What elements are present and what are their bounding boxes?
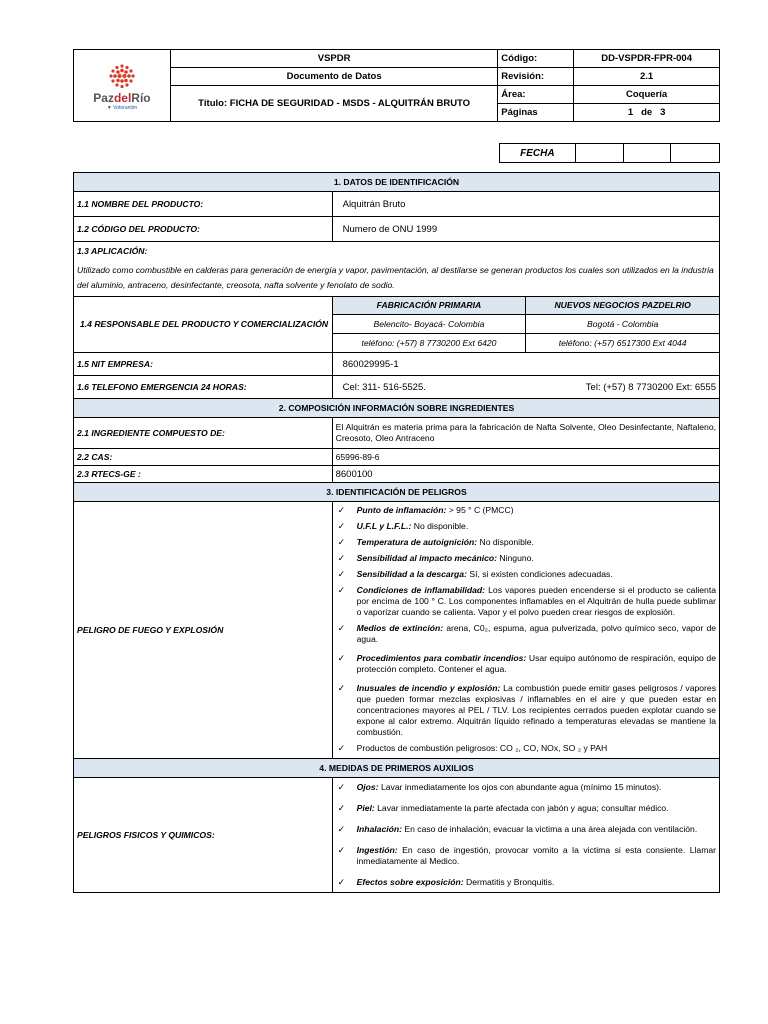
nit-label: 1.5 NIT EMPRESA: — [74, 353, 333, 376]
nuevos-negocios-header: NUEVOS NEGOCIOS PAZDELRIO — [526, 297, 720, 315]
fecha-day — [575, 144, 623, 163]
fuego-explosion-list-cell — [332, 502, 719, 759]
fecha-year — [671, 144, 720, 163]
page-of: de — [641, 107, 653, 118]
aid-item-text: Dermatitis y Bronquitis. — [463, 877, 555, 887]
checkmark-icon: ✓ — [337, 803, 346, 813]
aid-item-title: Piel: — [356, 803, 375, 813]
logo-del: del — [113, 90, 132, 105]
hazard-item-text: No disponible. — [477, 537, 534, 547]
codigo-producto-value: Numero de ONU 1999 — [332, 217, 719, 242]
hazard-item — [333, 503, 716, 519]
hazard-item-title: Punto de inflamación: — [356, 505, 447, 515]
section-1-title: 1. DATOS DE IDENTIFICACIÓN — [74, 173, 720, 192]
hazard-item — [333, 567, 716, 583]
codigo-value: DD-VSPDR-FPR-004 — [574, 50, 720, 68]
rtecs-value: 8600100 — [332, 466, 719, 483]
aid-item — [333, 875, 716, 890]
aplicacion-cell — [74, 242, 720, 297]
hazard-item-text: Los vapores pueden encenderse si el producto se calienta por encima de 100 ° C. Los componentes inflamables en el Alquitrán de hulla puede sublimar o vaporizar cuando se calienta. Vapor y el polvo pueden crear riesgos de explosión. — [356, 585, 716, 617]
hazard-item-title: Sensibilidad al impacto mecánico: — [356, 553, 498, 563]
hazard-item-text: Ninguno. — [497, 553, 534, 563]
hazard-item — [333, 535, 716, 551]
org-name: VSPDR — [170, 50, 497, 68]
checkmark-icon: ✓ — [337, 505, 346, 515]
ingrediente-value: El Alquitrán es materia prima para la fabricación de Nafta Solvente, Oleo Desinfectante, Naftaleno, Creosoto, Oleo Antraceno — [332, 418, 719, 449]
fabricacion-location: Belencito- Boyacá- Colombia — [332, 315, 526, 334]
aid-item-text: Lavar inmediatamente la parte afectada con jabón y agua; consultar médico. — [374, 803, 669, 813]
nuevos-negocios-phone: teléfono: (+57) 6517300 Ext 4044 — [526, 334, 720, 353]
fabricacion-header: FABRICACIÓN PRIMARIA — [332, 297, 526, 315]
checkmark-icon: ✓ — [337, 537, 346, 547]
logo-rio: Río — [131, 90, 151, 105]
aid-item-text: Lavar inmediatamente los ojos con abundante agua (mínimo 15 minutos). — [378, 782, 662, 792]
aid-item-text: En caso de inhalación, evacuar la victima a una área alejada con ventilación. — [401, 824, 698, 834]
checkmark-icon: ✓ — [337, 521, 346, 531]
section-2-title: 2. COMPOSICIÓN INFORMACIÓN SOBRE INGREDIENTES — [74, 399, 720, 418]
hazard-item — [333, 519, 716, 535]
msds-body — [73, 172, 720, 893]
hazard-item — [333, 621, 716, 651]
emergencia-tel: Tel: (+57) 8 7730200 Ext: 6555 — [585, 381, 716, 393]
hazard-item-title: Medios de extinción: — [356, 623, 444, 633]
hazard-item-text: No disponible. — [411, 521, 469, 531]
aid-item — [333, 780, 716, 801]
aplicacion-text: Utilizado como combustible en calderas para generación de energía y vapor, pavimentación, al destilarse se generan productos los cuales son utilizados en la industria del aluminio, antraceno, desinfectante, creosota, nafta solvente y fenolato de sodio. — [77, 265, 714, 290]
responsable-label: 1.4 RESPONSABLE DEL PRODUCTO Y COMERCIALIZACIÓN — [74, 297, 333, 353]
checkmark-icon: ✓ — [337, 782, 346, 792]
primeros-auxilios-list — [333, 780, 716, 890]
primeros-auxilios-list-cell — [332, 778, 719, 893]
section-4-title: 4. MEDIDAS DE PRIMEROS AUXILIOS — [74, 759, 720, 778]
hazard-item-title: Temperatura de autoignición: — [356, 537, 478, 547]
logo-dots-icon — [108, 63, 136, 91]
logo-sub-text: Votorantim — [113, 104, 138, 111]
company-logo — [74, 50, 171, 122]
hazard-item-title: Procedimientos para combatir incendios: — [356, 653, 527, 663]
checkmark-icon: ✓ — [337, 683, 346, 693]
area-value: Coquería — [574, 86, 720, 104]
checkmark-icon: ✓ — [337, 585, 346, 595]
hazard-item-text: Usar equipo autónomo de respiración, equipo de protección completo. Contener el agua. — [356, 653, 716, 674]
checkmark-icon: ✓ — [337, 569, 346, 579]
hazard-item-title: Inusuales de incendio y explosión: — [356, 683, 501, 693]
hazard-item — [333, 681, 716, 741]
hazard-item — [333, 583, 716, 621]
page-total: 3 — [660, 107, 666, 118]
aid-item-title: Efectos sobre exposición: — [356, 877, 464, 887]
paginas-label: Páginas — [498, 104, 574, 122]
fecha-label: FECHA — [500, 144, 576, 163]
page-number: 1 — [627, 107, 634, 118]
checkmark-icon: ✓ — [337, 877, 346, 887]
aid-item-title: Ojos: — [356, 782, 379, 792]
aid-item — [333, 801, 716, 822]
logo-subtitle: ▼ Votorantim — [106, 104, 138, 111]
aid-item-title: Ingestión: — [356, 845, 398, 855]
hazard-item-text: arena, C0₂, espuma, agua pulverizada, polvo químico seco, vapor de agua. — [356, 623, 716, 644]
hazard-item-text: Sí, si existen condiciones adecuadas. — [466, 569, 613, 579]
cas-label: 2.2 CAS: — [74, 449, 333, 466]
aid-item — [333, 822, 716, 843]
nombre-label: 1.1 NOMBRE DEL PRODUCTO: — [74, 192, 333, 217]
hazard-item-title: U.F.L y L.F.L.: — [356, 521, 412, 531]
checkmark-icon: ✓ — [337, 743, 346, 753]
paginas-value — [574, 104, 720, 122]
checkmark-icon: ✓ — [337, 553, 346, 563]
cas-value: 65996-89-6 — [332, 449, 719, 466]
fecha-month — [623, 144, 671, 163]
hazard-item-text: Productos de combustión peligrosos: CO ₂, CO, NOx, SO ₂ y PAH — [356, 743, 608, 753]
checkmark-icon: ✓ — [337, 653, 346, 663]
codigo-label: Código: — [498, 50, 574, 68]
rtecs-label: 2.3 RTECS-GE : — [74, 466, 333, 483]
emergencia-values — [332, 376, 719, 399]
checkmark-icon: ✓ — [337, 623, 346, 633]
aid-item-title: Inhalación: — [356, 824, 402, 834]
checkmark-icon: ✓ — [337, 824, 346, 834]
hazard-item-text: > 95 ° C (PMCC) — [446, 505, 514, 515]
checkmark-icon: ✓ — [337, 845, 346, 855]
hazard-item-text: La combustión puede emitir gases peligrosos / vapores que pueden formar mezclas explosivas / inflamables en el aire y que pueden estar en concentraciones mayores al PEL / TLV. Los recipientes cerrados pueden explotar cuando se expone al calor extremo. Alquitrán líquido refinado a temperaturas elevadas se mantiene la combustión. — [356, 683, 716, 737]
document-header — [73, 49, 720, 122]
revision-label: Revisión: — [498, 68, 574, 86]
hazard-item — [333, 651, 716, 681]
emergencia-cel: Cel: 311- 516-5525. — [342, 381, 426, 393]
primeros-auxilios-label: PELIGROS FISICOS Y QUIMICOS: — [74, 778, 333, 893]
fuego-explosion-label: PELIGRO DE FUEGO Y EXPLOSIÓN — [74, 502, 333, 759]
logo-paz: Paz — [93, 90, 114, 105]
aid-item-text: En caso de ingestión, provocar vomito a la victima si esta consiente. Llamar inmediatamente al Medico. — [356, 845, 716, 866]
doc-type: Documento de Datos — [170, 68, 497, 86]
fuego-explosion-list — [333, 503, 716, 756]
hazard-item-title: Condiciones de inflamabilidad: — [356, 585, 486, 595]
logo-wordmark — [77, 91, 167, 105]
fabricacion-phone: teléfono: (+57) 8 7730200 Ext 6420 — [332, 334, 526, 353]
hazard-item — [333, 741, 716, 756]
nit-value: 860029995-1 — [332, 353, 719, 376]
hazard-item-title: Sensibilidad a la descarga: — [356, 569, 467, 579]
hazard-item — [333, 551, 716, 567]
nombre-value: Alquitrán Bruto — [332, 192, 719, 217]
ingrediente-label: 2.1 INGREDIENTE COMPUESTO DE: — [74, 418, 333, 449]
doc-title: Título: FICHA DE SEGURIDAD - MSDS - ALQUITRÁN BRUTO — [170, 86, 497, 122]
emergencia-label: 1.6 TELEFONO EMERGENCIA 24 HORAS: — [74, 376, 333, 399]
area-label: Área: — [498, 86, 574, 104]
aid-item — [333, 843, 716, 875]
revision-value: 2.1 — [574, 68, 720, 86]
section-3-title: 3. IDENTIFICACIÓN DE PELIGROS — [74, 483, 720, 502]
nuevos-negocios-location: Bogotá - Colombia — [526, 315, 720, 334]
aplicacion-label: 1.3 APLICACIÓN: — [77, 246, 148, 256]
fecha-table — [499, 143, 720, 163]
codigo-producto-label: 1.2 CÓDIGO DEL PRODUCTO: — [74, 217, 333, 242]
